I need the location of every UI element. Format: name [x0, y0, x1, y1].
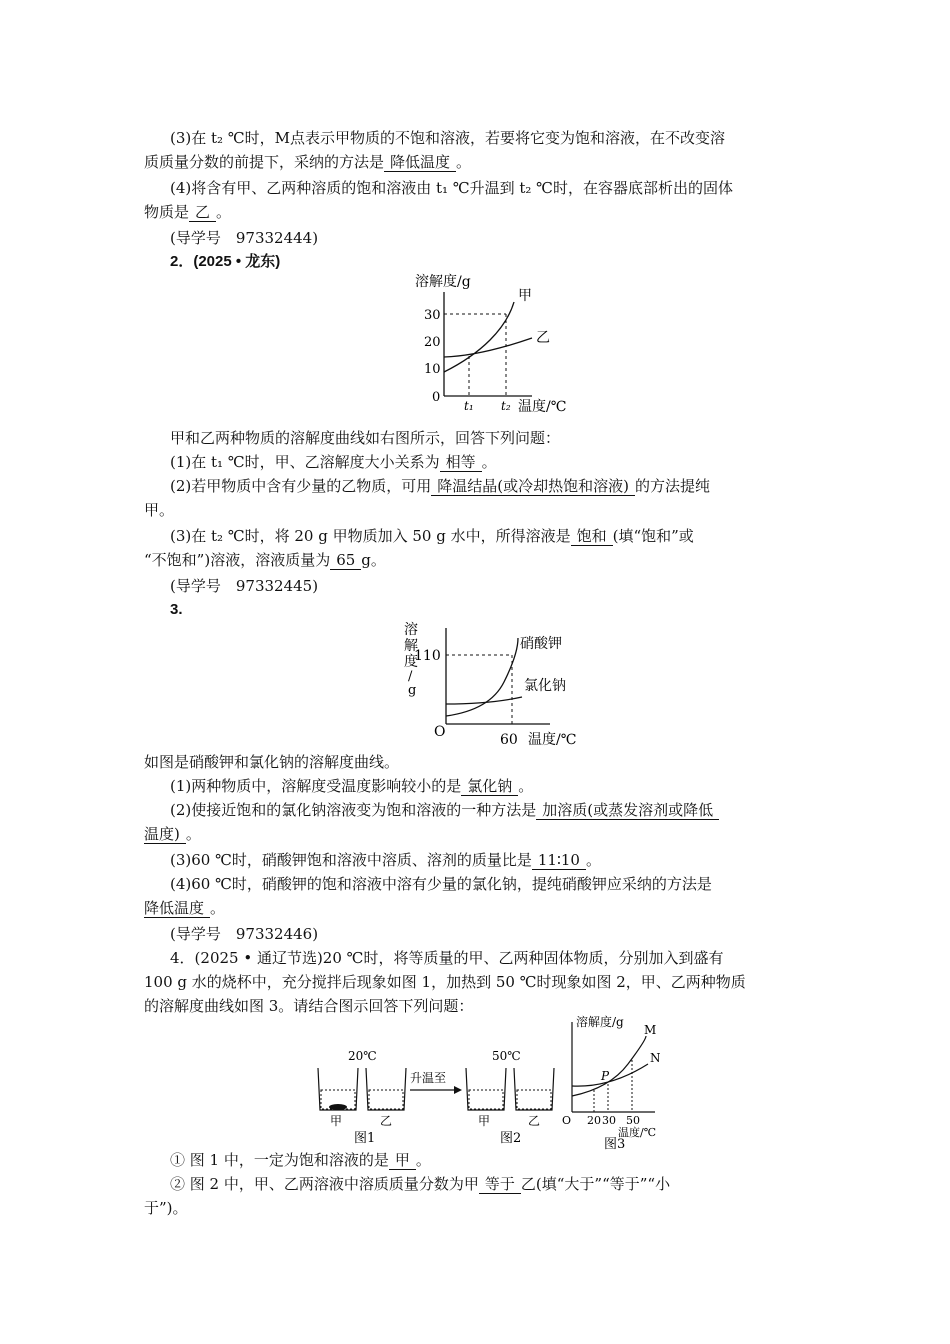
- q3-label-nacl: 氯化钠: [524, 678, 566, 694]
- q4-a1: ① 图 1 中，一定为饱和溶液的是 甲 。: [170, 1151, 431, 1169]
- q4-fig1-caption: 图1: [354, 1131, 376, 1146]
- q3-ytick-110: 110: [414, 648, 441, 664]
- q4-fig3-xtick-o: O: [562, 1114, 572, 1127]
- q3-p2-answer-cont: 温度): [144, 825, 186, 844]
- q3-p1-answer: 氯化钠: [461, 777, 518, 796]
- q2-p2: (2)若甲物质中含有少量的乙物质，可用 降温结晶(或冷却热饱和溶液) 的方法提纯: [170, 477, 710, 495]
- q2-ylabel: 溶解度/g: [415, 274, 471, 290]
- q4-fig3-label-m: M: [644, 1023, 657, 1037]
- q3-ylabel-0: 溶: [404, 622, 418, 638]
- q2-p3-answer: 饱和: [571, 527, 613, 546]
- q3-curve-nacl: [446, 697, 522, 704]
- q3-ylabel-3: /: [408, 669, 413, 684]
- q3-title: 3.: [170, 601, 183, 618]
- q4-fig2-beaker-jia: [466, 1068, 506, 1110]
- q4-line2: 100 g 水的烧杯中，充分搅拌后现象如图 1，加热到 50 ℃时现象如图 2，甲、乙两种物质: [144, 973, 746, 991]
- q4-fig3-label-n: N: [650, 1051, 661, 1065]
- q4-fig2-temp: 50℃: [492, 1049, 521, 1063]
- q2-intro: 甲和乙两种物质的溶解度曲线如右图所示，回答下列问题：: [170, 429, 561, 447]
- q2-p1-answer: 相等: [440, 453, 482, 472]
- q4-fig3-caption: 图3: [604, 1137, 626, 1152]
- q4-fig3-curve-n: [572, 1064, 648, 1086]
- q2-xlabel: 温度/℃: [518, 399, 567, 415]
- q1-p4-line2: 物质是 乙 。: [144, 203, 232, 221]
- q2-ytick-30: 30: [424, 308, 441, 323]
- q2-curve-jia: [444, 302, 514, 372]
- q4-fig2-label-jia: 甲: [478, 1114, 491, 1128]
- q3-solubility-chart: [400, 620, 600, 750]
- q3-p3-answer: 11∶10: [532, 851, 586, 870]
- q3-ylabel-1: 解: [404, 638, 418, 654]
- q1-guide-number: (导学号 97332444): [170, 229, 319, 247]
- q3-p2: (2)使接近饱和的氯化钠溶液变为饱和溶液的一种方法是 加溶质(或蒸发溶剂或降低: [170, 800, 719, 820]
- q3-origin: O: [434, 724, 446, 740]
- q2-p3-line2: “不饱和”)溶液，溶液质量为 65 g。: [144, 551, 386, 569]
- q4-a2: ② 图 2 中，甲、乙两溶液中溶质质量分数为甲 等于 乙(填“大于”“等于”“小: [170, 1175, 671, 1193]
- q4-line1: 4．(2025 • 通辽节选)20 ℃时，将等质量的甲、乙两种固体物质，分别加入到盛有: [170, 949, 724, 967]
- q2-curve-yi: [444, 338, 532, 357]
- q4-fig3-curve-m: [572, 1036, 646, 1096]
- q4-fig2-caption: 图2: [500, 1131, 522, 1146]
- q2-solubility-chart: [410, 270, 590, 420]
- q4-fig1-beaker-jia: [318, 1068, 358, 1110]
- q3-p1: (1)两种物质中，溶解度受温度影响较小的是 氯化钠 。: [170, 777, 534, 795]
- q4-fig3-xlabel: 温度/℃: [618, 1126, 657, 1139]
- q4-fig3-xtick-20: 20: [587, 1114, 601, 1127]
- q2-p2-line2: 甲。: [144, 501, 175, 519]
- q2-p2-answer: 降温结晶(或冷却热饱和溶液): [431, 477, 635, 496]
- q2-p3: (3)在 t₂ ℃时，将 20 g 甲物质加入 50 g 水中，所得溶液是 饱和 (填“饱和”或: [170, 527, 694, 545]
- q2-title: 2．(2025 • 龙东): [170, 253, 281, 270]
- q2-label-yi: 乙: [536, 330, 550, 346]
- q1-p3-line1: (3)在 t₂ ℃时，M点表示甲物质的不饱和溶液，若要将它变为饱和溶液，在不改变溶: [170, 129, 725, 147]
- q4-a1-answer: 甲: [389, 1151, 416, 1170]
- q1-p3-answer: 降低温度: [384, 153, 456, 172]
- q4-line3: 的溶解度曲线如图 3。请结合图示回答下列问题：: [144, 997, 474, 1015]
- q4-a2-answer: 等于: [479, 1175, 521, 1194]
- q3-intro: 如图是硝酸钾和氯化钠的溶解度曲线。: [144, 753, 400, 771]
- q3-label-kno3: 硝酸钾: [520, 636, 562, 652]
- q1-p4-answer: 乙: [189, 203, 216, 222]
- q3-p2-answer: 加溶质(或蒸发溶剂或降低: [536, 801, 719, 820]
- q4-figures: [310, 1012, 690, 1152]
- q2-ytick-20: 20: [424, 335, 441, 350]
- q2-p1: (1)在 t₁ ℃时，甲、乙溶解度大小关系为 相等 。: [170, 453, 497, 471]
- q4-arrow-icon: [410, 1086, 462, 1094]
- q4-fig2-label-yi: 乙: [528, 1114, 541, 1128]
- q3-ylabel-4: g: [408, 683, 417, 698]
- q4-fig3-xtick-30: 30: [602, 1114, 616, 1127]
- q2-ytick-0: 0: [432, 390, 441, 405]
- q1-p3-line2: 质质量分数的前提下，采纳的方法是 降低温度 。: [144, 153, 472, 171]
- q4-a2-line2: 于”)。: [144, 1199, 188, 1217]
- q3-xtick-60: 60: [500, 732, 518, 748]
- q3-p4-line2: 降低温度 。: [144, 899, 226, 917]
- q2-p3-answer2: 65: [330, 551, 361, 570]
- q3-guide-number: (导学号 97332446): [170, 925, 319, 943]
- q4-fig3-xtick-50: 50: [626, 1114, 640, 1127]
- q4-fig3-point-p: P: [601, 1069, 610, 1083]
- q4-fig2-beaker-yi: [514, 1068, 554, 1110]
- q2-ytick-10: 10: [424, 362, 441, 377]
- q4-fig1-temp: 20℃: [348, 1049, 377, 1063]
- q4-fig1-label-jia: 甲: [330, 1114, 343, 1128]
- q4-fig3-ylabel: 溶解度/g: [576, 1015, 624, 1029]
- q3-p4-answer: 降低温度: [144, 899, 210, 918]
- q3-p2-line2: 温度) 。: [144, 825, 201, 843]
- q3-ylabel-2: 度: [404, 654, 418, 670]
- q4-fig1-beaker-yi: [366, 1068, 406, 1110]
- q3-p3: (3)60 ℃时，硝酸钾饱和溶液中溶质、溶剂的质量比是 11∶10 。: [170, 851, 601, 869]
- q3-p4: (4)60 ℃时，硝酸钾的饱和溶液中溶有少量的氯化钠，提纯硝酸钾应采纳的方法是: [170, 875, 712, 893]
- q2-xtick-t1: t₁: [464, 399, 474, 413]
- q2-label-jia: 甲: [518, 288, 532, 304]
- q1-p4-line1: (4)将含有甲、乙两种溶质的饱和溶液由 t₁ ℃升温到 t₂ ℃时，在容器底部析出的固体: [170, 179, 733, 197]
- q3-xlabel: 温度/℃: [528, 732, 577, 748]
- q4-fig1-label-yi: 乙: [380, 1114, 393, 1128]
- q2-xtick-t2: t₂: [501, 399, 511, 413]
- q4-arrow-label: 升温至: [410, 1071, 447, 1085]
- q2-guide-number: (导学号 97332445): [170, 577, 319, 595]
